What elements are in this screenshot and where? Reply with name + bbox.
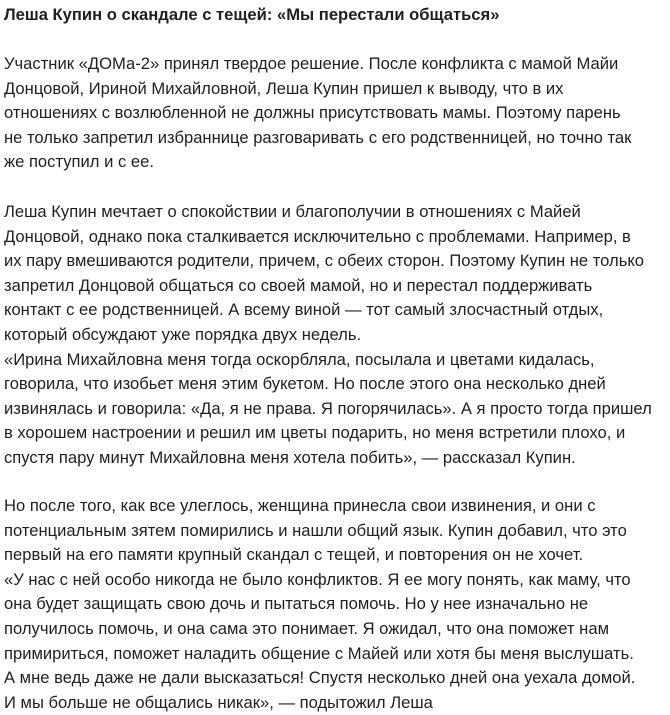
quote-line: извинялась и говорила: «Да, я не права. Я погорячилась». А я просто тогда пришел [4,398,652,418]
text-line: их пару вмешиваются родители, причем, с обеих сторон. Поэтому Купин не только [4,251,645,271]
text-line: же поступил и с ее. [4,152,154,172]
paragraph-1 [4,52,631,175]
paragraph-3 [4,494,635,715]
quote-line: в хорошем настроении и решил им цветы подарить, но меня встретили плохо, и [4,423,626,443]
quote-line: А мне ведь даже не дали высказаться! Спустя несколько дней она уехала домой. [4,668,636,688]
quote-line: говорила, что изобьет меня этим букетом. Но после этого она несколько дней [4,374,606,394]
text-line: Леша Купин мечтает о спокойствии и благополучии в отношениях с Майей [4,202,581,221]
quote-line: «Ирина Михайловна меня тогда оскорбляла, посылала и цветами кидалась, [4,349,595,369]
quote-line: спустя пару минут Михайловна меня хотела побить», — рассказал Купин. [4,447,576,467]
text-line: потенциальным зятем помирились и нашли общий язык. Купин добавил, что это [4,520,627,540]
text-line: Донцовой, Ириной Михайловной, Леша Купин пришел к выводу, что в их [4,78,564,98]
text-line: который обсуждают уже порядка двух недель. [4,324,362,344]
text-line: Но после того, как все улеглось, женщина принесла свои извинения, и они с [4,496,596,515]
article-title: Леша Купин о скандале с тещей: «Мы перестали общаться» [4,5,500,24]
quote-line: получилось помочь, и она сама это понимает. Я ожидал, что она поможет нам [4,618,609,638]
quote-line: «У нас с ней особо никогда не было конфликтов. Я ее могу понять, как маму, что [4,569,631,589]
text-line: не только запретил избраннице разговаривать с его родственницей, но точно так [4,127,632,147]
quote-line: она будет защищать свою дочь и пытаться помочь. Но у нее изначально не [4,594,589,614]
text-line: первый на его памяти крупный скандал с тещей, и повторения он не хочет. [4,545,584,565]
paragraph-2 [4,200,652,471]
text-line: контакт с ее родственницей. А всему виной — тот самый злосчастный отдых, [4,300,604,320]
text-line: запретил Донцовой общаться со своей мамой, но и перестал поддерживать [4,275,593,295]
quote-line: примириться, поможет наладить общение с Майей или хотя бы меня выслушать. [4,643,634,663]
text-line: Донцовой, однако пока сталкивается исключительно с проблемами. Например, в [4,226,631,246]
quote-line: И мы больше не общались никак», — подытожил Леша [4,692,433,712]
text-line: отношениях с возлюбленной не должны присутствовать мамы. Поэтому парень [4,103,621,123]
text-line: Участник «ДОМа-2» принял твердое решение. После конфликта с мамой Майи [4,54,619,73]
